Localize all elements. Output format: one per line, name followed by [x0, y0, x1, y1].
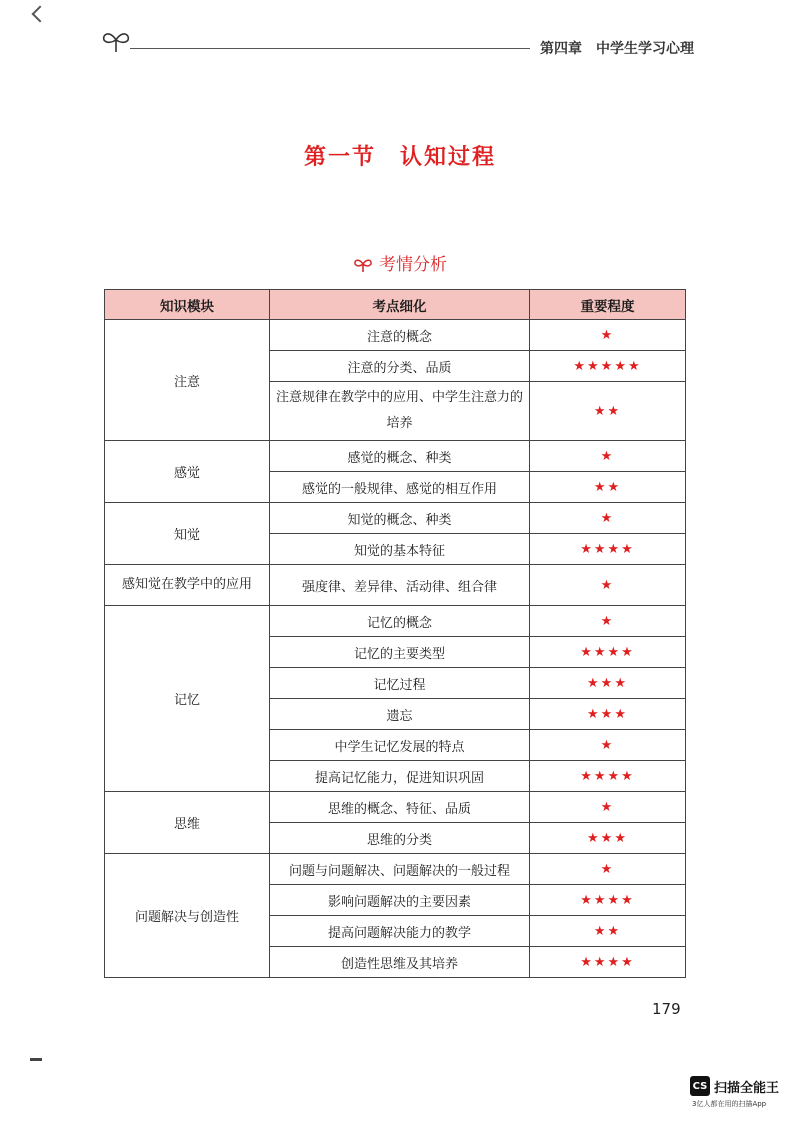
table-row	[105, 854, 686, 885]
point-cell: 知觉的概念、种类	[270, 503, 530, 534]
point-cell: 记忆的概念	[270, 606, 530, 637]
point-cell: 思维的概念、特征、品质	[270, 792, 530, 823]
importance-stars: ★★★	[530, 668, 686, 699]
point-cell: 提高记忆能力，促进知识巩固	[270, 761, 530, 792]
point-cell: 记忆的主要类型	[270, 637, 530, 668]
table-row	[105, 320, 686, 351]
point-cell: 强度律、差异律、活动律、组合律	[270, 565, 530, 606]
point-cell: 注意规律在教学中的应用、中学生注意力的培养	[270, 382, 530, 441]
point-cell: 注意的分类、品质	[270, 351, 530, 382]
point-cell: 中学生记忆发展的特点	[270, 730, 530, 761]
table-row	[105, 792, 686, 823]
importance-stars: ★★★★	[530, 885, 686, 916]
point-cell: 感觉的概念、种类	[270, 441, 530, 472]
importance-stars: ★	[530, 565, 686, 606]
importance-stars: ★	[530, 792, 686, 823]
module-cell: 感知觉在教学中的应用	[105, 565, 270, 606]
importance-stars: ★★★★★	[530, 351, 686, 382]
importance-stars: ★★	[530, 382, 686, 441]
chapter-title: 第四章 中学生学习心理	[540, 41, 694, 57]
scanner-watermark	[690, 1076, 779, 1096]
point-cell: 遗忘	[270, 699, 530, 730]
scanner-slogan: 3亿人都在用的扫描App	[692, 1100, 767, 1108]
scanner-name: 扫描全能王	[714, 1080, 780, 1096]
point-cell: 影响问题解决的主要因素	[270, 885, 530, 916]
importance-stars: ★	[530, 854, 686, 885]
importance-stars: ★	[530, 606, 686, 637]
table-row	[105, 606, 686, 637]
module-cell: 问题解决与创造性	[105, 854, 270, 978]
importance-stars: ★★★★	[530, 534, 686, 565]
point-cell: 问题与问题解决、问题解决的一般过程	[270, 854, 530, 885]
table-header-row	[105, 290, 686, 320]
importance-stars: ★★★★	[530, 637, 686, 668]
module-cell: 感觉	[105, 441, 270, 503]
point-cell: 提高问题解决能力的教学	[270, 916, 530, 947]
module-cell: 记忆	[105, 606, 270, 792]
section-title: 第一节 认知过程	[303, 145, 496, 170]
column-header-point: 考点细化	[270, 290, 530, 320]
importance-stars: ★	[530, 441, 686, 472]
analysis-title: 考情分析	[379, 255, 447, 275]
importance-stars: ★★	[530, 472, 686, 503]
importance-stars: ★★★★	[530, 947, 686, 978]
table-row	[105, 441, 686, 472]
corner-fold-mark	[32, 6, 49, 23]
table-row	[105, 565, 686, 606]
importance-stars: ★	[530, 503, 686, 534]
point-cell: 注意的概念	[270, 320, 530, 351]
analysis-heading	[0, 250, 800, 275]
point-cell: 思维的分类	[270, 823, 530, 854]
importance-stars: ★★★	[530, 699, 686, 730]
module-cell: 知觉	[105, 503, 270, 565]
page-number: 179	[652, 1000, 681, 1018]
table-row	[105, 503, 686, 534]
importance-stars: ★	[530, 730, 686, 761]
point-cell: 创造性思维及其培养	[270, 947, 530, 978]
scanner-logo-icon: CS	[690, 1076, 710, 1096]
importance-stars: ★	[530, 320, 686, 351]
side-mark	[30, 1058, 42, 1061]
importance-stars: ★★	[530, 916, 686, 947]
column-header-module: 知识模块	[105, 290, 270, 320]
importance-stars: ★★★★	[530, 761, 686, 792]
sprout-icon	[100, 28, 132, 54]
point-cell: 感觉的一般规律、感觉的相互作用	[270, 472, 530, 503]
point-cell: 知觉的基本特征	[270, 534, 530, 565]
knowledge-table	[104, 289, 686, 978]
importance-stars: ★★★	[530, 823, 686, 854]
module-cell: 注意	[105, 320, 270, 441]
module-cell: 思维	[105, 792, 270, 854]
header-rule	[130, 48, 530, 49]
point-cell: 记忆过程	[270, 668, 530, 699]
column-header-importance: 重要程度	[530, 290, 686, 320]
sprout-icon	[353, 257, 373, 273]
